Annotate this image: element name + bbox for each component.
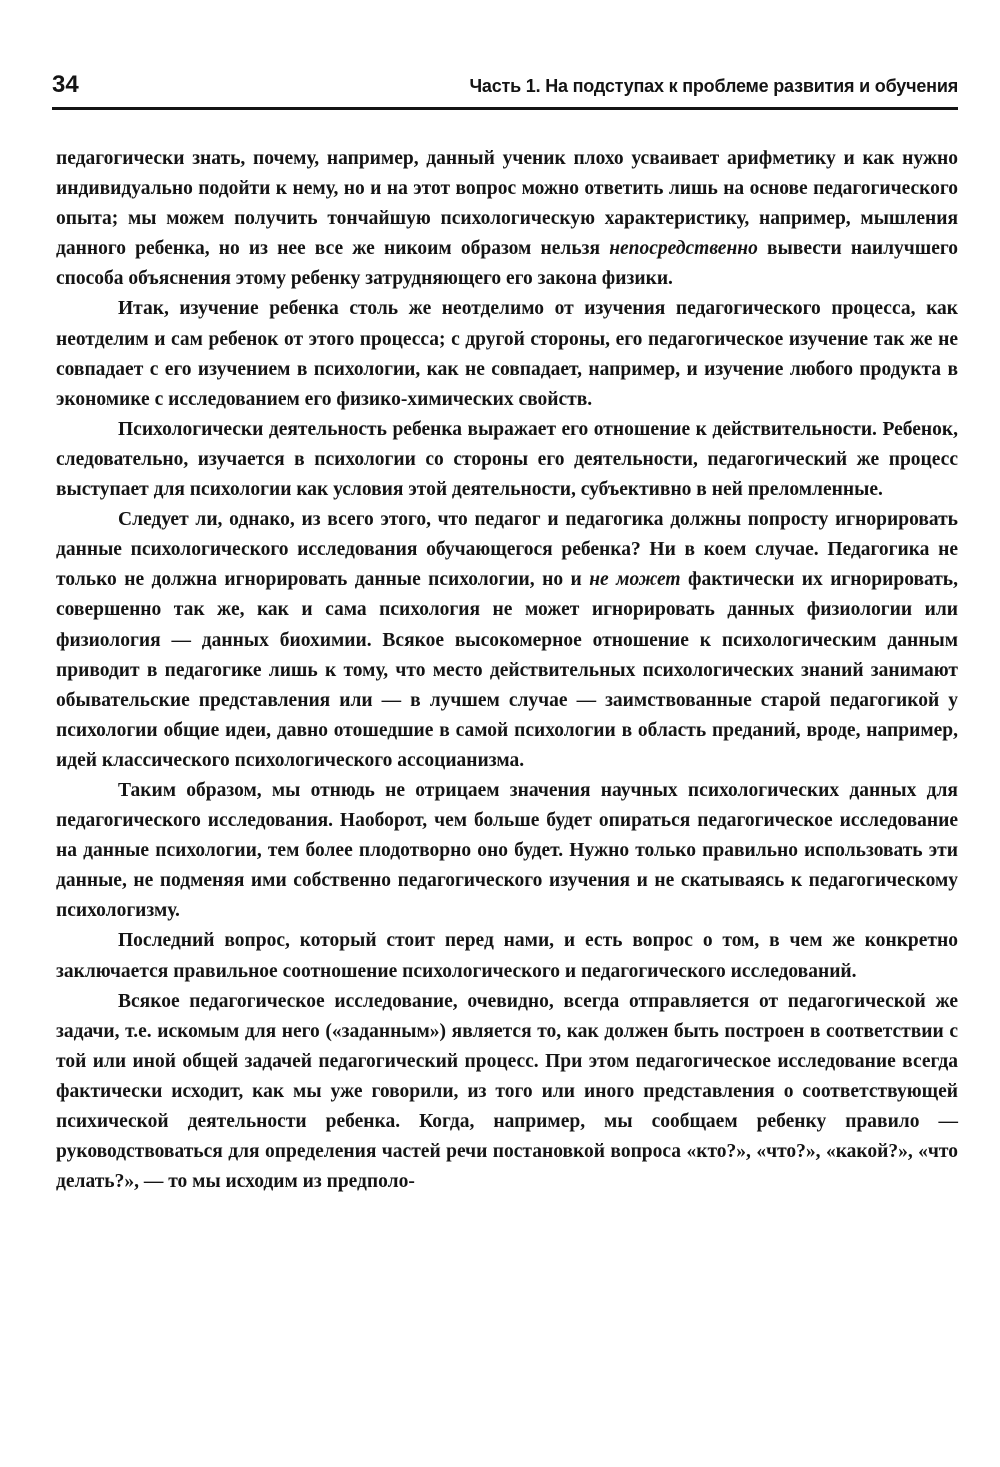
running-head [52, 70, 958, 106]
body-text [56, 144, 958, 1197]
paragraph [56, 987, 958, 1198]
emphasis-text: непосредственно [609, 238, 758, 260]
paragraph-text: вывести наилучшего способа объяснения этому ребенку затрудняющего его закона физики. [56, 238, 958, 290]
header-rule [52, 107, 958, 110]
paragraph [56, 144, 958, 294]
paragraph-text: Следует ли, однако, из всего этого, что педагог и педагогика должны попросту игнорировать данные психологического исследования обучающегося ребенка? Ни в коем случае. Педагогика не только не должна игнорировать данные психологии, но и [56, 509, 958, 591]
paragraph [56, 294, 958, 414]
paragraph [56, 776, 958, 926]
emphasis-text: не может [589, 569, 681, 591]
paragraph [56, 926, 958, 986]
paragraph-text: Последний вопрос, который стоит перед нами, и есть вопрос о том, в чем же конкретно заключается правильное соотношение психологического и педагогического исследований. [56, 930, 958, 982]
paragraph [56, 505, 958, 776]
paragraph-text: педагогически знать, почему, например, данный ученик плохо усваивает арифметику и как нужно индивидуально подойти к нему, но и на этот вопрос можно ответить лишь на основе педагогического опыта; мы можем получить тончайшую психологическую характеристику, например, мышления данного ребенка, но из нее все же никоим образом нельзя [56, 148, 958, 260]
paragraph-text: Таким образом, мы отнюдь не отрицаем значения научных психологических данных для педагогического исследования. Наоборот, чем больше будет опираться педагогическое исследование на данные психологии, тем более плодотворно оно будет. Нужно только правильно использовать эти данные, не подменяя ими собственно педагогического изучения и не скатываясь к педагогическому психологизму. [56, 779, 958, 922]
paragraph-text: Всякое педагогическое исследование, очевидно, всегда отправляется от педагогической же задачи, т.е. искомым для него («заданным») является то, как должен быть построен в соответствии с той или иной общей задачей педагогический процесс. При этом педагогическое исследование всегда фактически исходит, как мы уже говорили, из того или иного представления о соответствующей психической деятельности ребенка. Когда, например, мы сообщаем ребенку правило — руководствоваться для определения частей речи постановкой вопроса «кто?», «что?», «какой?», «что делать?», — то мы исходим из предполо- [56, 990, 958, 1193]
paragraph-text: Психологически деятельность ребенка выражает его отношение к действительности. Ребенок, следовательно, изучается в психологии со стороны его деятельности, педагогический же процесс выступает для психологии как условия этой деятельности, субъективно в ней преломленные. [56, 418, 958, 501]
paragraph-text: Итак, изучение ребенка столь же неотделимо от изучения педагогического процесса, как неотделим и сам ребенок от этого процесса; с другой стороны, его педагогическое изучение так же не совпадает с его изучением в психологии, как не совпадает, например, и изучение любого продукта в экономике с исследованием его физико-химических свойств. [56, 298, 958, 410]
paragraph [56, 415, 958, 505]
chapter-header-title: Часть 1. На подступах к проблеме развития и обучения [469, 76, 958, 96]
page-number: 34 [52, 71, 79, 98]
paragraph-text: фактически их игнорировать, совершенно так же, как и сама психология не может игнорировать данных физиологии или физиология — данных биохимии. Всякое высокомерное отношение к психологическим данным приводит в педагогике лишь к тому, что место действительных психологических знаний занимают обывательские представления или — в лучшем случае — заимствованные старой педагогикой у психологии общие идеи, давно отошедшие в самой психологии в область преданий, вроде, например, идей классического психологического ассоцианизма. [56, 569, 958, 771]
